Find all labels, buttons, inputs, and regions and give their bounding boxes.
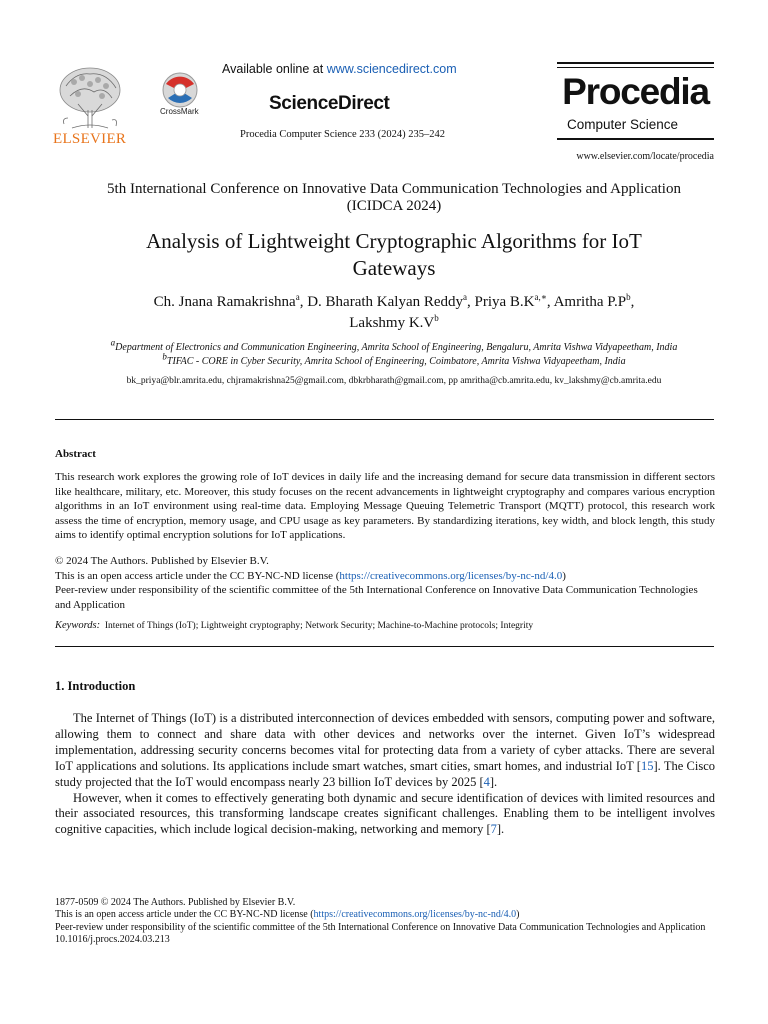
keywords-label: Keywords: [55,620,101,631]
citation-link[interactable]: 4 [483,774,490,789]
author-affil-sup: a [463,292,468,302]
footer-license-line [55,909,717,921]
affil-sup: a [110,337,116,348]
procedia-rule-bottom [557,138,714,140]
footer-license-link[interactable]: https://creativecommons.org/licenses/by-nc-nd/4.0 [313,909,517,921]
procedia-logo [557,62,714,140]
footer-license-prefix: This is an open access article under the CC BY-NC-ND license ( [55,909,314,921]
crossmark-label: CrossMark [160,107,199,116]
affil-sup: b [162,351,167,362]
citation-link[interactable]: 7 [490,822,497,837]
procedia-subtitle: Computer Science [567,117,679,132]
procedia-rule-top-2 [557,67,714,68]
paper-title-line-1: Analysis of Lightweight Cryptographic Algorithms for IoT [146,229,642,253]
footer-license-suffix: ) [516,909,520,921]
footer-doi: 10.1016/j.procs.2024.03.213 [55,934,170,946]
sciencedirect-wordmark: ScienceDirect [269,93,390,114]
affiliation-a [40,337,748,354]
paragraph-text: ]. The Cisco study projected that the IoT would encompass nearly 23 billion IoT devices by 2025 [ [55,758,716,789]
paper-title [40,228,748,282]
author-separator: , [630,294,635,310]
paragraph [55,791,715,839]
paragraph-text: ]. [489,774,498,789]
affil-text: TIFAC - CORE in Cyber Security, Amrita School of Engineering, Coimbatore, Amrita Vishwa Vidyapeetham, India [166,356,626,367]
keywords-text: Internet of Things (IoT); Lightweight cryptography; Network Security; Machine-to-Machine protocols; Integrity [104,621,534,631]
author-name: , Priya B.K [467,294,535,310]
page-footer [55,897,717,947]
section-body-introduction [55,711,715,838]
citation-link[interactable]: 15 [640,758,654,773]
author-name: , Amritha P.P [546,294,627,310]
available-prefix: Available online at [222,62,327,76]
author-line-2 [40,313,748,334]
affil-text: Department of Electronics and Communication Engineering, Amrita School of Engineering, Bengaluru, Amrita Vishwa Vidyapeetham, India [115,342,678,353]
section-heading-introduction: 1. Introduction [55,679,136,693]
paragraph [55,711,715,791]
license-prefix: This is an open access article under the CC BY-NC-ND license ( [55,569,340,582]
paragraph-text: ]. [496,822,505,837]
procedia-wordmark: Procedia [562,71,709,112]
author-affil-sup: b [626,292,631,302]
sciencedirect-link[interactable]: www.sciencedirect.com [326,62,457,76]
copyright-line: © 2024 The Authors. Published by Elsevier B.V. [55,555,269,567]
author-name: , D. Bharath Kalyan Reddy [299,294,464,310]
license-line [55,569,715,584]
conference-line-1: 5th International Conference on Innovative Data Communication Technologies and Application [107,181,681,197]
author-emails: bk_priya@blr.amrita.edu, chjramakrishna25@gmail.com, dbkrbharath@gmail.com, pp amritha@cb.amrita.edu, kv_lakshmy@cb.amrita.edu [126,376,662,386]
journal-reference: Procedia Computer Science 233 (2024) 235–242 [240,129,445,140]
author-affil-sup: a,∗ [534,292,547,302]
abstract-copyright-block [55,554,715,612]
conference-line-2: (ICIDCA 2024) [346,198,442,214]
license-suffix: ) [562,569,566,582]
divider [55,419,714,420]
available-online [222,62,457,76]
conference-name [40,181,748,215]
affiliation-b [40,351,748,368]
paragraph-text: However, when it comes to effectively generating both dynamic and secure identification of devices with limited resources and their associated resources, this transforming landscape creates significant challenges. Enabling them to be intelligent involves cognitive capacities, which include logical decision-making, networking and memory [ [55,790,715,837]
footer-issn-line: 1877-0509 © 2024 The Authors. Published by Elsevier B.V. [55,897,296,908]
author-affil-sup: b [434,313,439,323]
abstract-body: This research work explores the growing role of IoT devices in daily life and the increasing demand for secure data transmission in different sectors like healthcare, military, etc. Moreover, this study focuses on the recent advancements in lightweight cryptography and compares various encryption algorithms in an IoT environment using real-time data. Employing Message Queuing Telemetric Transport (MQTT) protocol, this research work assess the time of encryption, memory usage, and CPU usage as key parameters. By standardizing iterations, key width, and block length, this study aims to identify optimal encryption solutions for IoT applications. [55,471,715,542]
footer-peer-review: Peer-review under responsibility of the scientific committee of the 5th International Conference on Innovative Data Communication Technologies and Application [55,921,706,933]
author-name: Ch. Jnana Ramakrishna [153,294,296,310]
paragraph-text: The Internet of Things (IoT) is a distributed interconnection of devices embedded with sensors, computing power and software, allowing them to connect and share data with other devices and networks over the internet. Given IoT’s widespread implementation, addressing security concerns becomes vital for protecting data from a variety of cyber attacks. There are several IoT applications and solutions. Its applications include smart watches, smart cities, smart homes, and industrial IoT [ [55,711,715,773]
publisher-wordmark: ELSEVIER [53,131,127,147]
license-link[interactable]: https://creativecommons.org/licenses/by-nc-nd/4.0 [339,569,563,582]
author-affil-sup: a [295,292,300,302]
author-name: Lakshmy K.V [349,315,435,331]
journal-homepage-link[interactable]: www.elsevier.com/locate/procedia [576,151,714,162]
author-list [40,292,748,334]
procedia-rule-top [557,62,714,64]
abstract-heading: Abstract [55,448,96,460]
peer-review-line: Peer-review under responsibility of the scientific committee of the 5th International Conference on Innovative Data Communication Technologies and Application [55,584,698,611]
author-line-1 [40,292,748,313]
paper-title-line-2: Gateways [352,256,436,280]
keywords [55,620,533,631]
divider [55,646,714,647]
